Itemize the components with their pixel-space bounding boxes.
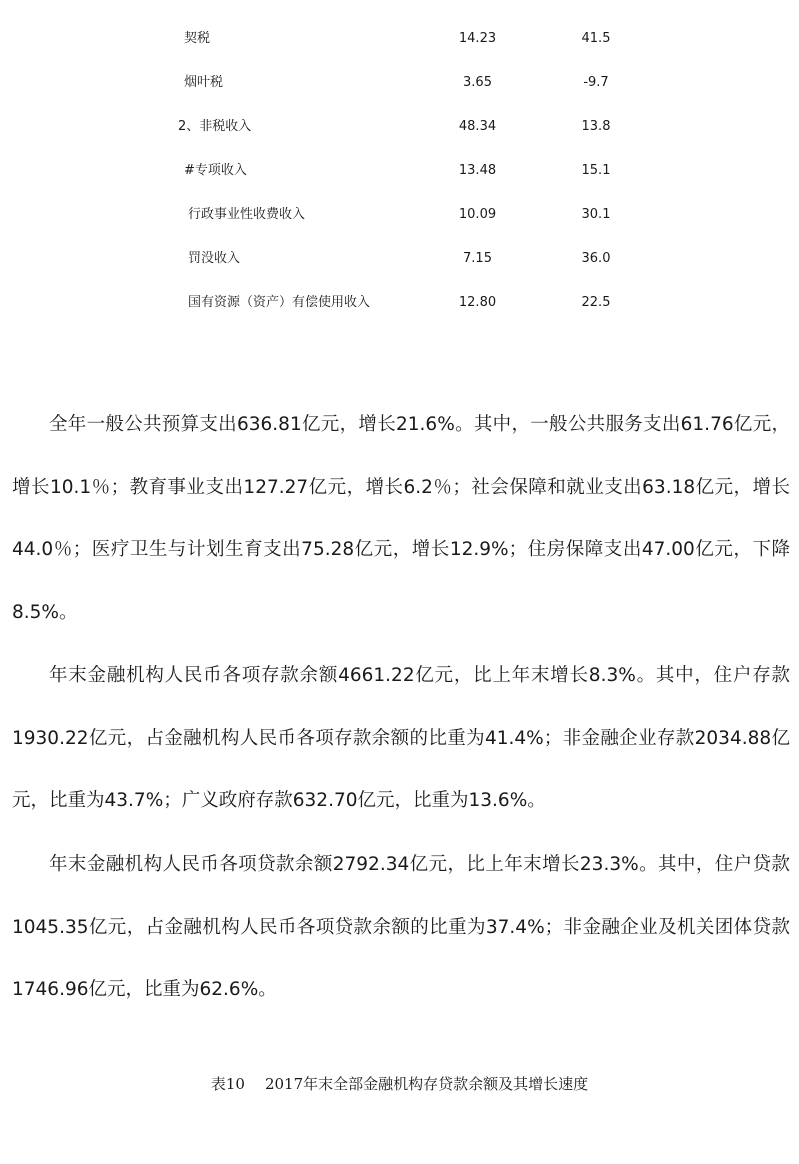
table-row: [0, 292, 799, 314]
table-title: 2017年末全部金融机构存贷款余额及其增长速度: [264, 1075, 589, 1093]
row-label: 行政事业性收费收入: [188, 207, 306, 222]
table-row: [0, 248, 799, 270]
table-row: [0, 204, 799, 226]
row-value-amount: 7.15: [463, 251, 492, 266]
row-label: #专项收入: [184, 163, 247, 178]
table-row: [0, 28, 799, 50]
row-value-growth: 13.8: [581, 119, 611, 134]
row-value-growth: 15.1: [581, 163, 611, 178]
row-label: 国有资源（资产）有偿使用收入: [188, 295, 371, 310]
row-label: 烟叶税: [184, 75, 224, 90]
paragraph-deposits: 年末金融机构人民币各项存款余额4661.22亿元，比上年末增长8.3%。其中，住户存款1930.22亿元，占金融机构人民币各项存款余额的比重为41.4%；非金融企业存款2034.88亿元，比重为43.7%；广义政府存款632.70亿元，比重为13.6%。: [12, 665, 790, 811]
row-value-growth: 30.1: [581, 207, 611, 222]
row-value-growth: 22.5: [581, 295, 611, 310]
row-value-growth: 36.0: [581, 251, 611, 266]
row-value-amount: 13.48: [458, 163, 497, 178]
row-value-amount: 48.34: [458, 119, 497, 134]
row-value-amount: 14.23: [458, 31, 497, 46]
row-value-amount: 3.65: [463, 75, 492, 90]
paragraph-loans: 年末金融机构人民币各项贷款余额2792.34亿元，比上年末增长23.3%。其中，住户贷款1045.35亿元，占金融机构人民币各项贷款余额的比重为37.4%；非金融企业及机关团体贷款1746.96亿元，比重为62.6%。: [12, 854, 790, 1000]
row-value-amount: 12.80: [458, 295, 497, 310]
table-row: [0, 116, 799, 138]
table-number: 表10: [210, 1075, 245, 1093]
row-value-amount: 10.09: [458, 207, 497, 222]
row-value-growth: 41.5: [581, 31, 611, 46]
row-label: 2、非税收入: [178, 119, 252, 134]
row-label: 契税: [184, 31, 211, 46]
row-value-growth: -9.7: [583, 75, 609, 90]
table-row: [0, 72, 799, 94]
table-row: [0, 160, 799, 182]
table-caption: [0, 1072, 799, 1096]
row-label: 罚没收入: [188, 251, 241, 266]
paragraph-budget-expenditure: 全年一般公共预算支出636.81亿元，增长21.6%。其中，一般公共服务支出61.76亿元，增长10.1％；教育事业支出127.27亿元，增长6.2％；社会保障和就业支出63.18亿元，增长44.0％；医疗卫生与计划生育支出75.28亿元，增长12.9%；住房保障支出47.00亿元，下降8.5%。: [12, 414, 790, 623]
